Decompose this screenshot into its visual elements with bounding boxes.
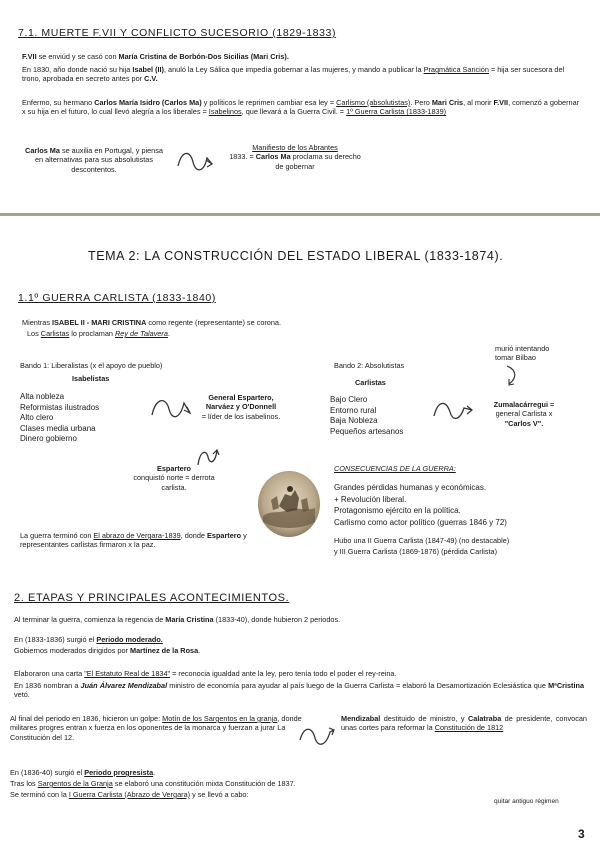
text: Periodo progresista	[84, 768, 154, 777]
squiggle-arrow-icon	[298, 722, 338, 750]
text: .	[198, 646, 201, 655]
list-item: Pequeños artesanos	[330, 426, 404, 436]
text: Motín de los Sargentos en la granja	[162, 714, 278, 723]
list-item: Baja Nobleza	[330, 416, 378, 425]
squiggle-arrow-icon	[176, 148, 216, 176]
text: Manifiesto de los Abrantes	[252, 143, 338, 152]
text: Calatraba	[468, 714, 502, 723]
text: "Carlos V".	[504, 418, 544, 428]
list-item: Clases media urbana	[20, 423, 96, 433]
text: Al final del periodo en 1836, hicieron un golpe:	[10, 714, 163, 723]
text: , que llevará a la Guerra Civil. =	[241, 107, 347, 117]
text: Carlistas	[40, 329, 70, 338]
bando1-subtitle: Isabelistas	[72, 374, 110, 383]
list-item: Entorno rural	[330, 405, 377, 415]
text: . Pero	[410, 98, 432, 107]
text: Periodo moderado.	[96, 635, 163, 644]
mendizabal-paragraph	[14, 681, 584, 700]
text: Isabelinos	[208, 107, 242, 117]
text: Carlismo (absolutistas)	[336, 98, 411, 107]
section-title-1-1: 1.1º GUERRA CARLISTA (1833-1840)	[18, 292, 216, 304]
text: Se terminó con la	[10, 790, 69, 799]
text: La guerra terminó con	[20, 531, 94, 540]
text: General Espartero,	[208, 393, 274, 402]
section-title-7-1: 7.1. MUERTE F.VII Y CONFLICTO SUCESORIO (1829-1833)	[18, 27, 337, 39]
text: = reconocia igualdad ante la ley, pero tenía todo el poder el rey-reina.	[170, 669, 397, 678]
text: El abrazo de Vergara-1839	[93, 531, 181, 540]
text: , comenzó a gobernar x su hija en el futuro, lo cual llevó alegría a los liberales =	[22, 98, 580, 117]
text: F.VII	[22, 52, 37, 61]
text: y se llevó a cabo:	[190, 790, 249, 799]
text: ISABEL II - MARI CRISTINA	[52, 318, 147, 327]
text: (1833-40), donde hubieron 2 periodos.	[213, 615, 341, 624]
text: Narváez y O'Donnell	[205, 402, 277, 412]
constitucion-1837	[10, 779, 570, 788]
text: Tras los	[10, 779, 38, 788]
intro-line-1	[22, 318, 442, 327]
text: María Cristina de Borbón-Dos Sicilias (Mari Cris).	[118, 52, 289, 61]
text: Constitución de 1812	[434, 723, 504, 733]
bando1-title: Bando 1: Liberalistas (x el apoyo de pueblo)	[20, 361, 163, 370]
section-title-2: 2. ETAPAS Y PRINCIPALES ACONTECIMIENTOS.	[14, 592, 290, 604]
manifiesto-note	[225, 143, 365, 171]
text: Carlos Ma	[25, 146, 60, 155]
list-item: Dinero gobierno	[20, 434, 77, 443]
list-item: Alta nobleza	[20, 392, 65, 401]
squiggle-arrow-icon	[432, 398, 476, 424]
text: Martínez de la Rosa	[130, 646, 199, 655]
text: I Guerra Carlista (Abrazo de Vergara)	[68, 790, 191, 799]
curved-arrow-icon	[503, 364, 521, 388]
estatuto-real	[14, 669, 584, 678]
text: proclama su derecho de gobernar	[275, 152, 361, 171]
text: Rey de Talavera	[115, 329, 168, 338]
text: Isabel (II)	[132, 65, 164, 74]
text: destituido de ministro, y	[380, 714, 468, 723]
text: F.VII	[493, 98, 509, 107]
text: .	[153, 768, 156, 777]
text: , donde militares progres entran x fuerza en los oponentes de la monarca y fuerzan a jurar La Constitución del 12.	[10, 714, 302, 742]
zumalacarregui-note	[476, 400, 572, 428]
paragraph-3	[22, 98, 584, 117]
text: Carlos Ma	[255, 152, 291, 162]
espartero-victory-note	[133, 464, 215, 492]
consecuencias-list	[334, 482, 574, 528]
war-ending-note	[20, 531, 260, 550]
carlos-portugal-note	[24, 146, 164, 174]
regencia-intro	[14, 615, 574, 624]
text: de presidente, convocan unas cortes para reformar la	[341, 714, 587, 733]
squiggle-arrow-icon	[150, 393, 196, 423]
text: En 1830, año donde nació su hija	[22, 65, 133, 74]
text: Mendizabal	[341, 714, 381, 723]
bilbao-note: murió intentando tomar Bilbao	[495, 344, 550, 363]
text: y representantes carlistas firmaron x la paz.	[20, 531, 247, 550]
text: , al morir	[463, 98, 494, 107]
list-item: Reformistas ilustrados	[20, 402, 100, 412]
text: Espartero	[156, 464, 192, 473]
text: Elaboraron una carta	[14, 669, 85, 678]
text: Sargentos de la Granja	[37, 779, 113, 788]
text: Los	[27, 329, 41, 338]
text: .	[167, 329, 170, 338]
consecuencias-title: CONSECUENCIAS DE LA GUERRA:	[334, 464, 456, 473]
consecuencias-extra	[334, 536, 584, 557]
text: se auxilia en Portugal, y piensa en alternativas para sus absolutistas descontentos.	[34, 146, 163, 174]
martinez-de-la-rosa	[14, 646, 574, 655]
list-item: Carlismo como actor político (guerras 1846 y 72)	[334, 517, 507, 527]
text: Mari Cris	[431, 98, 464, 107]
text: Mientras	[22, 318, 53, 327]
text: Zumalacárregui =	[493, 400, 555, 409]
list-item: + Revolución liberal.	[334, 494, 407, 504]
text: lo proclaman	[69, 329, 116, 338]
page-number: 3	[578, 827, 585, 841]
text: C.V.	[144, 74, 158, 84]
text: "El Estatuto Real de 1834"	[84, 669, 171, 678]
margin-note: quitar antiguo régimen	[494, 798, 559, 805]
bando2-title: Bando 2: Absolutistas	[334, 361, 405, 370]
text: , donde	[180, 531, 208, 540]
text: Espartero	[207, 531, 242, 540]
text: En (1833-1836) surgió el	[14, 635, 97, 644]
text: Carlos María Isidro (Carlos Ma)	[94, 98, 202, 107]
text: En 1836 nombran a	[14, 681, 81, 690]
list-item: Bajo Clero	[330, 395, 368, 404]
text: se elaboró una constitución mixta Constitución de 1837.	[112, 779, 296, 788]
text: = líder de los isabelinos.	[201, 411, 281, 421]
text: general Carlista x	[495, 409, 553, 419]
text: En (1836-40) surgió el	[10, 768, 85, 777]
paragraph-1	[22, 52, 582, 61]
bando1-list	[20, 392, 99, 445]
text: = hija ser sucesora del trono, aprobada en secreto antes por	[22, 65, 565, 84]
abrazo-vergara	[10, 790, 570, 799]
intro-line-2	[27, 329, 447, 338]
text: y políticos le reprimen cambiar esa ley =	[201, 98, 337, 107]
motin-paragraph	[10, 714, 304, 742]
text: vetó.	[14, 690, 30, 700]
text: conquistó norte = derrota carlista.	[133, 473, 215, 492]
text: Pragmática Sanción	[423, 65, 489, 74]
list-item: Grandes pérdidas humanas y económicas.	[334, 483, 487, 492]
list-item: Protagonismo ejército en la política.	[334, 506, 461, 515]
text: como regente (representante) se corona.	[146, 318, 282, 327]
text: 1833. =	[229, 152, 256, 162]
espartero-note	[195, 393, 287, 421]
paragraph-2	[22, 65, 584, 84]
section-divider	[0, 213, 600, 216]
battle-illustration	[257, 470, 321, 538]
tema-title: TEMA 2: LA CONSTRUCCIÓN DEL ESTADO LIBERAL (1833-1874).	[88, 249, 504, 263]
text: Al terminar la guerra, comienza la regencia de	[14, 615, 166, 624]
text: ministro de economía para ayudar al país luego de la Guerra Carlista = elaboró la Desamortización Eclesiástica que	[167, 681, 549, 690]
text: y III Guerra Carlista (1869-1876) (pérdida Carlista)	[334, 546, 498, 556]
text: 1º Guerra Carlista (1833-1839)	[346, 107, 447, 117]
text: , anuló la Ley Sálica que impedía gobernar a las mujeres, y mando a publicar la	[164, 65, 424, 74]
bando2-subtitle: Carlistas	[355, 378, 386, 387]
bando2-list	[330, 395, 403, 437]
text: se enviúd y se casó con	[36, 52, 119, 61]
text: Enfermo, su hermano	[22, 98, 95, 107]
text: Hubo una II Guerra Carlista (1847-49) (no destacable)	[334, 536, 510, 545]
destitucion-paragraph	[341, 714, 587, 733]
periodo-moderado	[14, 635, 574, 644]
text: María Cristina	[165, 615, 214, 624]
periodo-progresista	[10, 768, 570, 777]
list-item: Alto clero	[20, 413, 54, 422]
text: Juán Álvarez Mendizabal	[80, 681, 168, 690]
text: Gobiernos moderados dirigidos por	[14, 646, 131, 655]
text: MªCristina	[548, 681, 585, 690]
